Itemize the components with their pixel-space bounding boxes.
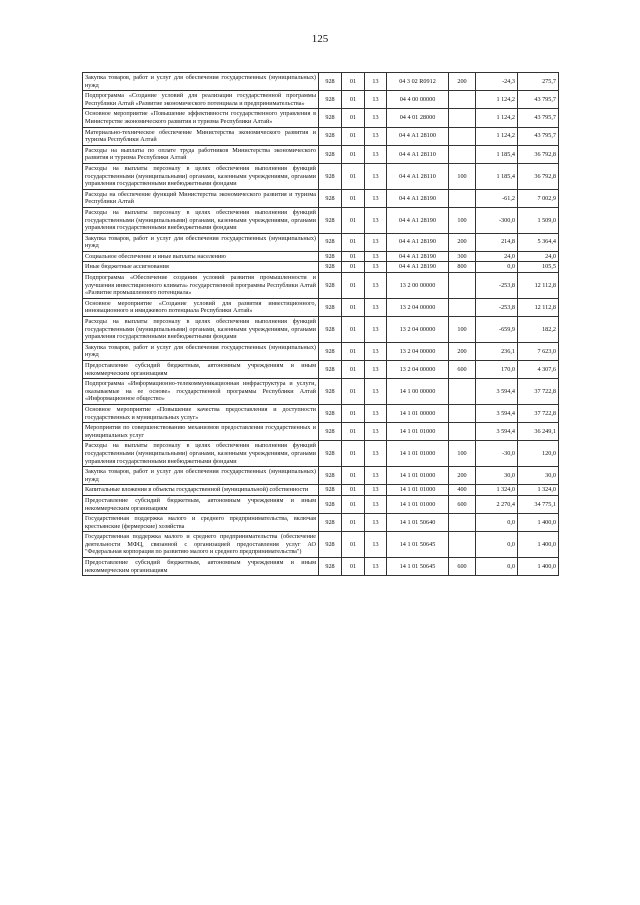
target-article-code: 04 4 А1 28100 (387, 127, 449, 145)
row-name: Материально-техническое обеспечение Министерства экономического развития и туризма Республики Алтай (83, 127, 319, 145)
section-code: 01 (342, 109, 365, 127)
amount-total: 1 509,0 (518, 207, 559, 233)
table-row (83, 273, 559, 299)
expense-type-code (449, 298, 476, 316)
row-name: Предоставление субсидий бюджетным, автономным учреждениям и иным некоммерческим организациям (83, 495, 319, 513)
amount-change: -659,9 (476, 317, 518, 343)
section-code: 01 (342, 298, 365, 316)
amount-change: 1 324,0 (476, 485, 518, 496)
expense-type-code (449, 145, 476, 163)
amount-change: 3 594,4 (476, 404, 518, 422)
row-name: Закупка товаров, работ и услуг для обеспечения государственных (муниципальных) нужд (83, 467, 319, 485)
amount-total: 7 623,0 (518, 342, 559, 360)
row-name: Основное мероприятие «Создание условий для развития инвестиционного, инновационного и имиджевого потенциала Республики Алтай» (83, 298, 319, 316)
section-code: 01 (342, 127, 365, 145)
row-name: Подпрограмма «Информационно-телекоммуникационная инфраструктура и услуги, оказываемые на ее основе» государственной программы Республики Алтай «Информационное общество» (83, 379, 319, 405)
subsection-code: 13 (365, 189, 387, 207)
target-article-code: 13 2 04 00000 (387, 361, 449, 379)
expense-type-code (449, 423, 476, 441)
admin-code: 928 (319, 423, 342, 441)
amount-total: 24,0 (518, 251, 559, 262)
expense-type-code (449, 379, 476, 405)
row-name: Расходы на выплаты персоналу в целях обеспечения выполнения функций государственными (муниципальными) органами, казенными учреждениями, органами управления государственными внебюджетными фондами (83, 207, 319, 233)
subsection-code: 13 (365, 73, 387, 91)
table-row (83, 514, 559, 532)
amount-change: 1 185,4 (476, 163, 518, 189)
row-name: Основное мероприятие «Повышение качества предоставления и доступности государственных и муниципальных услуг» (83, 404, 319, 422)
row-name: Капитальные вложения в объекты государственной (муниципальной) собственности (83, 485, 319, 496)
amount-total: 36 249,1 (518, 423, 559, 441)
admin-code: 928 (319, 73, 342, 91)
admin-code: 928 (319, 127, 342, 145)
amount-change: -300,0 (476, 207, 518, 233)
section-code: 01 (342, 558, 365, 576)
subsection-code: 13 (365, 514, 387, 532)
table-row (83, 262, 559, 273)
amount-change: 3 594,4 (476, 379, 518, 405)
amount-total: 37 722,8 (518, 379, 559, 405)
admin-code: 928 (319, 145, 342, 163)
section-code: 01 (342, 233, 365, 251)
subsection-code: 13 (365, 207, 387, 233)
section-code: 01 (342, 273, 365, 299)
section-code: 01 (342, 73, 365, 91)
admin-code: 928 (319, 361, 342, 379)
amount-total: 4 307,6 (518, 361, 559, 379)
table-row (83, 485, 559, 496)
expense-type-code (449, 109, 476, 127)
amount-total: 43 795,7 (518, 127, 559, 145)
subsection-code: 13 (365, 441, 387, 467)
row-name: Расходы на выплаты персоналу в целях обеспечения выполнения функций государственными (муниципальными) органами, казенными учреждениями, органами управления государственными внебюджетными фондами (83, 317, 319, 343)
amount-change: 0,0 (476, 558, 518, 576)
amount-change: 214,8 (476, 233, 518, 251)
admin-code: 928 (319, 342, 342, 360)
target-article-code: 14 1 01 50645 (387, 532, 449, 558)
subsection-code: 13 (365, 361, 387, 379)
amount-total: 43 795,7 (518, 91, 559, 109)
subsection-code: 13 (365, 298, 387, 316)
row-name: Основное мероприятие «Повышение эффективности государственного управления в Министерстве экономического развития и туризма Республики Алтай» (83, 109, 319, 127)
amount-total: 1 400,0 (518, 558, 559, 576)
expense-type-code: 200 (449, 467, 476, 485)
expense-type-code: 600 (449, 361, 476, 379)
subsection-code: 13 (365, 342, 387, 360)
expense-type-code: 100 (449, 207, 476, 233)
row-name: Иные бюджетные ассигнования (83, 262, 319, 273)
target-article-code: 04 4 А1 28190 (387, 189, 449, 207)
amount-change: 30,0 (476, 467, 518, 485)
expense-type-code: 100 (449, 163, 476, 189)
amount-change: -61,2 (476, 189, 518, 207)
target-article-code: 04 4 А1 28190 (387, 233, 449, 251)
page-number: 125 (311, 33, 329, 45)
subsection-code: 13 (365, 495, 387, 513)
expense-type-code (449, 127, 476, 145)
amount-change: 1 185,4 (476, 145, 518, 163)
expense-type-code: 100 (449, 317, 476, 343)
admin-code: 928 (319, 495, 342, 513)
subsection-code: 13 (365, 91, 387, 109)
section-code: 01 (342, 145, 365, 163)
expense-type-code: 300 (449, 251, 476, 262)
subsection-code: 13 (365, 145, 387, 163)
amount-change: 0,0 (476, 514, 518, 532)
section-code: 01 (342, 441, 365, 467)
target-article-code: 14 1 01 01000 (387, 423, 449, 441)
amount-total: 182,2 (518, 317, 559, 343)
section-code: 01 (342, 207, 365, 233)
target-article-code: 04 4 00 00000 (387, 91, 449, 109)
expense-type-code: 600 (449, 495, 476, 513)
amount-total: 1 400,0 (518, 514, 559, 532)
subsection-code: 13 (365, 467, 387, 485)
admin-code: 928 (319, 109, 342, 127)
section-code: 01 (342, 485, 365, 496)
amount-change: 236,1 (476, 342, 518, 360)
subsection-code: 13 (365, 423, 387, 441)
section-code: 01 (342, 379, 365, 405)
table-row (83, 361, 559, 379)
section-code: 01 (342, 251, 365, 262)
admin-code: 928 (319, 298, 342, 316)
section-code: 01 (342, 342, 365, 360)
amount-total: 34 775,1 (518, 495, 559, 513)
subsection-code: 13 (365, 163, 387, 189)
expense-type-code (449, 404, 476, 422)
target-article-code: 04 4 А1 28110 (387, 145, 449, 163)
section-code: 01 (342, 163, 365, 189)
section-code: 01 (342, 495, 365, 513)
section-code: 01 (342, 467, 365, 485)
subsection-code: 13 (365, 532, 387, 558)
target-article-code: 04 4 А1 28190 (387, 262, 449, 273)
budget-table (82, 72, 559, 576)
expense-type-code (449, 273, 476, 299)
table-row (83, 404, 559, 422)
target-article-code: 14 1 01 01000 (387, 441, 449, 467)
target-article-code: 14 1 01 01000 (387, 495, 449, 513)
target-article-code: 13 2 04 00000 (387, 342, 449, 360)
expense-type-code: 200 (449, 73, 476, 91)
table-row (83, 109, 559, 127)
section-code: 01 (342, 189, 365, 207)
amount-change: 170,0 (476, 361, 518, 379)
table-row (83, 467, 559, 485)
section-code: 01 (342, 91, 365, 109)
amount-change: -30,0 (476, 441, 518, 467)
row-name: Расходы на выплаты по оплате труда работников Министерства экономического развития и туризма Республики Алтай (83, 145, 319, 163)
target-article-code: 04 3 02 R0912 (387, 73, 449, 91)
amount-change: 1 124,2 (476, 109, 518, 127)
row-name: Подпрограмма «Обеспечение создания условий развития промышленности и улучшения инвестиционного климата» государственной программы Республики Алтай «Развитие промышленного потенциала» (83, 273, 319, 299)
expense-type-code: 400 (449, 485, 476, 496)
target-article-code: 14 1 01 01000 (387, 467, 449, 485)
amount-total: 105,5 (518, 262, 559, 273)
table-row (83, 532, 559, 558)
amount-change: 2 270,4 (476, 495, 518, 513)
row-name: Расходы на выплаты персоналу в целях обеспечения выполнения функций государственными (муниципальными) органами, казенными учреждениями, органами управления государственными внебюджетными фондами (83, 441, 319, 467)
target-article-code: 14 1 00 00000 (387, 379, 449, 405)
section-code: 01 (342, 317, 365, 343)
subsection-code: 13 (365, 485, 387, 496)
table-row (83, 558, 559, 576)
target-article-code: 04 4 01 28000 (387, 109, 449, 127)
amount-change: -253,8 (476, 273, 518, 299)
section-code: 01 (342, 514, 365, 532)
table-row (83, 317, 559, 343)
target-article-code: 04 4 А1 28110 (387, 163, 449, 189)
target-article-code: 14 1 01 50640 (387, 514, 449, 532)
amount-change: 3 594,4 (476, 423, 518, 441)
row-name: Предоставление субсидий бюджетным, автономным учреждениям и иным некоммерческим организациям (83, 361, 319, 379)
row-name: Расходы на выплаты персоналу в целях обеспечения выполнения функций государственными (муниципальными) органами, казенными учреждениями, органами управления государственными внебюджетными фондами (83, 163, 319, 189)
amount-total: 43 795,7 (518, 109, 559, 127)
subsection-code: 13 (365, 109, 387, 127)
amount-change: 0,0 (476, 532, 518, 558)
target-article-code: 14 1 01 00000 (387, 404, 449, 422)
target-article-code: 04 4 А1 28190 (387, 207, 449, 233)
expense-type-code: 100 (449, 441, 476, 467)
expense-type-code: 600 (449, 558, 476, 576)
row-name: Закупка товаров, работ и услуг для обеспечения государственных (муниципальных) нужд (83, 73, 319, 91)
admin-code: 928 (319, 251, 342, 262)
table-row (83, 495, 559, 513)
row-name: Подпрограмма «Создание условий для реализации государственной программы Республики Алтай «Развитие экономического потенциала и предпринимательства» (83, 91, 319, 109)
amount-total: 36 792,8 (518, 163, 559, 189)
admin-code: 928 (319, 532, 342, 558)
table-row (83, 207, 559, 233)
amount-total: 37 722,8 (518, 404, 559, 422)
admin-code: 928 (319, 207, 342, 233)
target-article-code: 04 4 А1 28190 (387, 251, 449, 262)
expense-type-code: 200 (449, 342, 476, 360)
row-name: Мероприятия по совершенствованию механизмов предоставления государственных и муниципальных услуг (83, 423, 319, 441)
table-row (83, 441, 559, 467)
table-row (83, 189, 559, 207)
admin-code: 928 (319, 441, 342, 467)
admin-code: 928 (319, 91, 342, 109)
subsection-code: 13 (365, 233, 387, 251)
admin-code: 928 (319, 189, 342, 207)
amount-change: -253,8 (476, 298, 518, 316)
target-article-code: 13 2 00 00000 (387, 273, 449, 299)
row-name: Закупка товаров, работ и услуг для обеспечения государственных (муниципальных) нужд (83, 233, 319, 251)
table-row (83, 251, 559, 262)
admin-code: 928 (319, 558, 342, 576)
admin-code: 928 (319, 404, 342, 422)
amount-total: 1 400,0 (518, 532, 559, 558)
amount-change: 1 124,2 (476, 127, 518, 145)
amount-total: 36 792,8 (518, 145, 559, 163)
amount-total: 12 112,8 (518, 273, 559, 299)
table-row (83, 145, 559, 163)
admin-code: 928 (319, 233, 342, 251)
table-row (83, 73, 559, 91)
target-article-code: 14 1 01 01000 (387, 485, 449, 496)
target-article-code: 13 2 04 00000 (387, 317, 449, 343)
table-row (83, 298, 559, 316)
subsection-code: 13 (365, 404, 387, 422)
target-article-code: 14 1 01 50645 (387, 558, 449, 576)
amount-total: 7 002,9 (518, 189, 559, 207)
admin-code: 928 (319, 163, 342, 189)
amount-change: 1 124,2 (476, 91, 518, 109)
table-body (83, 73, 559, 576)
row-name: Государственная поддержка малого и среднего предпринимательства (обеспечение деятельности МФЦ, связанной с организацией предоставления услуг АО "Федеральная корпорация по развитию малого и среднего предпринимательства") (83, 532, 319, 558)
amount-total: 5 364,4 (518, 233, 559, 251)
amount-total: 1 324,0 (518, 485, 559, 496)
row-name: Государственная поддержка малого и среднего предпринимательства, включая крестьянские (фермерские) хозяйства (83, 514, 319, 532)
section-code: 01 (342, 361, 365, 379)
row-name: Предоставление субсидий бюджетным, автономным учреждениям и иным некоммерческим организациям (83, 558, 319, 576)
amount-total: 120,0 (518, 441, 559, 467)
table-row (83, 342, 559, 360)
subsection-code: 13 (365, 273, 387, 299)
subsection-code: 13 (365, 262, 387, 273)
section-code: 01 (342, 423, 365, 441)
section-code: 01 (342, 532, 365, 558)
row-name: Социальное обеспечение и иные выплаты населению (83, 251, 319, 262)
amount-total: 275,7 (518, 73, 559, 91)
expense-type-code (449, 532, 476, 558)
admin-code: 928 (319, 317, 342, 343)
table-row (83, 127, 559, 145)
expense-type-code: 800 (449, 262, 476, 273)
amount-total: 12 112,8 (518, 298, 559, 316)
subsection-code: 13 (365, 379, 387, 405)
admin-code: 928 (319, 514, 342, 532)
table-row (83, 163, 559, 189)
admin-code: 928 (319, 379, 342, 405)
table-row (83, 423, 559, 441)
table-row (83, 91, 559, 109)
admin-code: 928 (319, 262, 342, 273)
admin-code: 928 (319, 273, 342, 299)
expense-type-code: 200 (449, 233, 476, 251)
subsection-code: 13 (365, 317, 387, 343)
subsection-code: 13 (365, 558, 387, 576)
row-name: Закупка товаров, работ и услуг для обеспечения государственных (муниципальных) нужд (83, 342, 319, 360)
expense-type-code (449, 514, 476, 532)
amount-change: 24,0 (476, 251, 518, 262)
expense-type-code (449, 189, 476, 207)
amount-change: -24,3 (476, 73, 518, 91)
subsection-code: 13 (365, 251, 387, 262)
table-row (83, 233, 559, 251)
amount-total: 30,0 (518, 467, 559, 485)
amount-change: 0,0 (476, 262, 518, 273)
target-article-code: 13 2 04 00000 (387, 298, 449, 316)
row-name: Расходы на обеспечение функций Министерства экономического развития и туризма Республики Алтай (83, 189, 319, 207)
expense-type-code (449, 91, 476, 109)
subsection-code: 13 (365, 127, 387, 145)
section-code: 01 (342, 404, 365, 422)
section-code: 01 (342, 262, 365, 273)
table-row (83, 379, 559, 405)
admin-code: 928 (319, 485, 342, 496)
admin-code: 928 (319, 467, 342, 485)
